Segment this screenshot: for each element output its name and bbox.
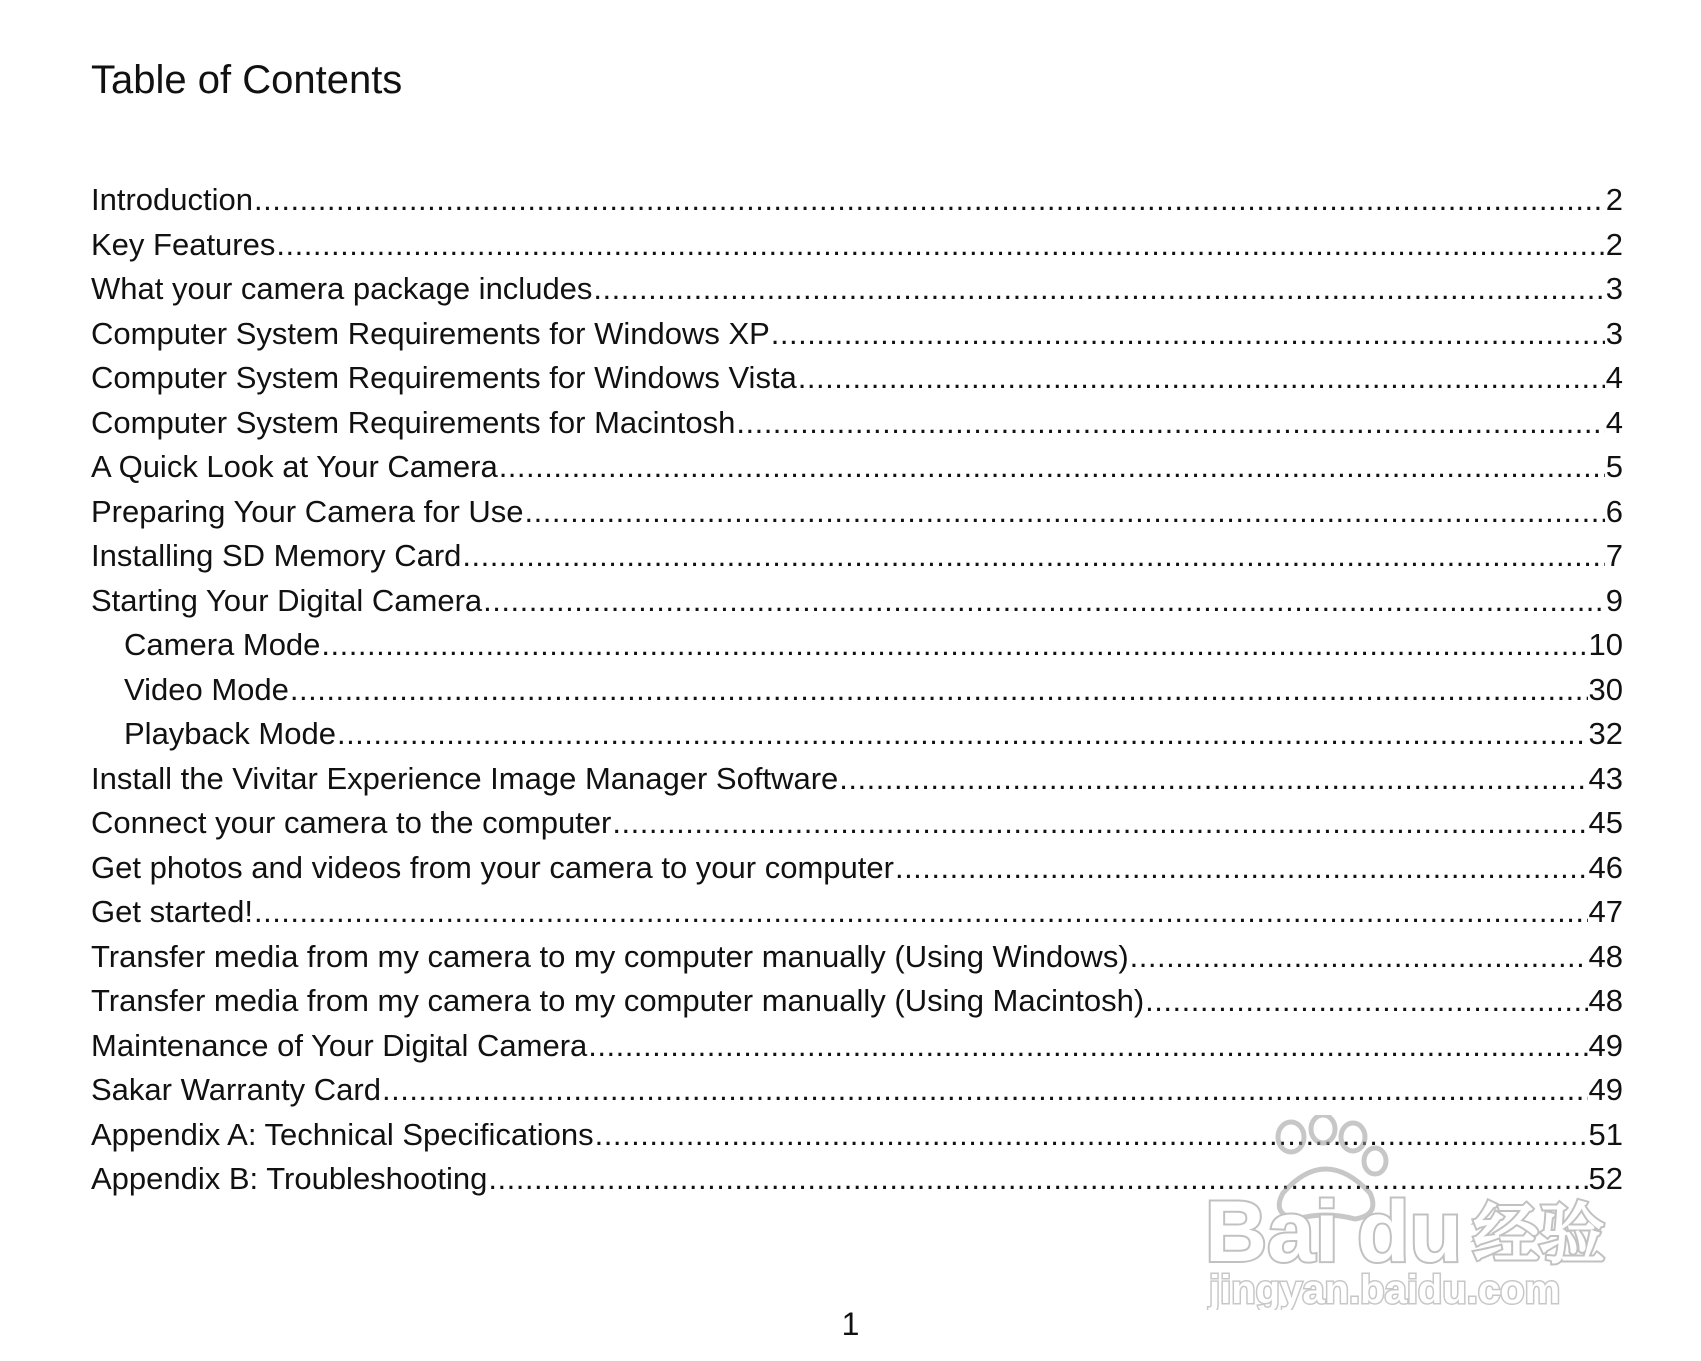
toc-entry-page-number: 51	[1588, 1116, 1623, 1152]
toc-entry-page-number: 47	[1588, 894, 1623, 929]
svg-text:jingyan.baidu.com: jingyan.baidu.com	[1209, 1268, 1561, 1310]
toc-entry-page-number: 4	[1605, 404, 1623, 440]
page-title: Table of Contents	[91, 58, 403, 102]
toc-entry-title: Starting Your Digital Camera	[91, 582, 483, 618]
toc-entry-page-number: 7	[1605, 538, 1623, 573]
toc-entry-page-number: 3	[1605, 271, 1623, 306]
toc-entry-page-number: 48	[1588, 983, 1623, 1018]
toc-entry-title: Installing SD Memory Card	[91, 538, 462, 573]
toc-entry[interactable]	[91, 801, 1623, 846]
dot-leader	[499, 445, 1605, 490]
toc-entry-title: Get photos and videos from your camera to your computer	[91, 849, 894, 885]
dot-leader	[321, 623, 1587, 668]
toc-entry-title: Video Mode	[124, 671, 289, 707]
toc-entry[interactable]	[91, 490, 1623, 535]
toc-entry-page-number: 32	[1588, 716, 1623, 751]
toc-entry-title: Install the Vivitar Experience Image Manager Software	[91, 760, 839, 796]
toc-entry-page-number: 45	[1588, 805, 1623, 840]
toc-entry[interactable]	[91, 935, 1623, 980]
toc-entry[interactable]	[91, 223, 1623, 268]
toc-entry-page-number: 2	[1605, 226, 1623, 262]
toc-entry[interactable]	[91, 1068, 1623, 1113]
toc-entry-title: Introduction	[91, 182, 253, 217]
toc-entry-page-number: 49	[1588, 1072, 1623, 1107]
svg-text:经验: 经验	[1473, 1196, 1605, 1273]
toc-entry-title: What your camera package includes	[91, 271, 593, 306]
toc-entry[interactable]	[91, 445, 1623, 490]
toc-entry[interactable]	[91, 757, 1623, 802]
dot-leader	[337, 712, 1588, 757]
toc-entry-title: Get started!	[91, 894, 253, 929]
baidu-url-text	[1208, 1268, 1560, 1310]
dot-leader	[839, 757, 1587, 802]
table-of-contents	[91, 178, 1623, 1202]
toc-entry-page-number: 4	[1605, 360, 1623, 395]
toc-entry-title: Camera Mode	[124, 627, 321, 662]
toc-entry-title: Appendix B: Troubleshooting	[91, 1161, 488, 1196]
toc-entry-title: Sakar Warranty Card	[91, 1072, 381, 1107]
toc-entry-title: Maintenance of Your Digital Camera	[91, 1027, 588, 1063]
toc-entry[interactable]	[91, 267, 1623, 312]
toc-entry[interactable]	[91, 668, 1623, 713]
toc-entry-title: Appendix A: Technical Specifications	[91, 1116, 594, 1152]
toc-entry[interactable]	[91, 401, 1623, 446]
toc-entry[interactable]	[91, 890, 1623, 935]
toc-entry-title: Key Features	[91, 226, 276, 262]
dot-leader	[254, 178, 1605, 223]
toc-entry-page-number: 43	[1588, 760, 1623, 796]
toc-entry-title: Preparing Your Camera for Use	[91, 493, 524, 529]
baidu-jingyan-watermark	[1205, 1115, 1625, 1310]
dot-leader	[593, 267, 1604, 312]
dot-leader	[1145, 979, 1587, 1024]
toc-entry-page-number: 6	[1605, 493, 1623, 529]
toc-entry-title: Computer System Requirements for Windows Vista	[91, 360, 797, 395]
dot-leader	[254, 890, 1588, 935]
toc-entry-page-number: 49	[1588, 1027, 1623, 1063]
toc-entry-page-number: 10	[1588, 627, 1623, 662]
baidu-logo-text	[1205, 1184, 1605, 1280]
dot-leader	[276, 223, 1604, 268]
toc-entry[interactable]	[91, 1024, 1623, 1069]
toc-entry-title: Playback Mode	[124, 716, 336, 751]
toc-entry-page-number: 5	[1605, 449, 1623, 484]
dot-leader	[1130, 935, 1588, 980]
dot-leader	[483, 579, 1605, 624]
dot-leader	[525, 490, 1605, 535]
toc-entry[interactable]	[91, 534, 1623, 579]
toc-entry-page-number: 48	[1588, 938, 1623, 974]
dot-leader	[612, 801, 1587, 846]
toc-entry-title: A Quick Look at Your Camera	[91, 449, 498, 484]
toc-entry-page-number: 46	[1588, 849, 1623, 885]
toc-entry[interactable]	[91, 979, 1623, 1024]
toc-entry[interactable]	[91, 579, 1623, 624]
dot-leader	[736, 401, 1604, 446]
toc-entry-title: Transfer media from my camera to my computer manually (Using Macintosh)	[91, 983, 1145, 1018]
toc-entry[interactable]	[91, 178, 1623, 223]
toc-entry[interactable]	[91, 312, 1623, 357]
dot-leader	[290, 668, 1588, 713]
toc-entry-title: Computer System Requirements for Windows XP	[91, 315, 770, 351]
svg-text:Bai: Bai	[1205, 1184, 1339, 1280]
dot-leader	[771, 312, 1605, 357]
toc-entry[interactable]	[91, 846, 1623, 891]
dot-leader	[798, 356, 1605, 401]
dot-leader	[895, 846, 1588, 891]
toc-entry-page-number: 2	[1605, 182, 1623, 217]
toc-entry-title: Transfer media from my camera to my computer manually (Using Windows)	[91, 938, 1129, 974]
toc-entry[interactable]	[91, 356, 1623, 401]
dot-leader	[382, 1068, 1588, 1113]
toc-entry-title: Computer System Requirements for Macintosh	[91, 404, 736, 440]
toc-entry-page-number: 52	[1588, 1161, 1623, 1196]
toc-entry[interactable]	[91, 712, 1623, 757]
toc-entry-page-number: 3	[1605, 315, 1623, 351]
toc-entry-title: Connect your camera to the computer	[91, 805, 612, 840]
toc-entry-page-number: 30	[1588, 671, 1623, 707]
toc-entry[interactable]	[91, 623, 1623, 668]
dot-leader	[462, 534, 1604, 579]
toc-entry-page-number: 9	[1605, 582, 1623, 618]
dot-leader	[588, 1024, 1587, 1069]
svg-text:du: du	[1357, 1184, 1463, 1280]
page-number: 1	[841, 1306, 860, 1342]
